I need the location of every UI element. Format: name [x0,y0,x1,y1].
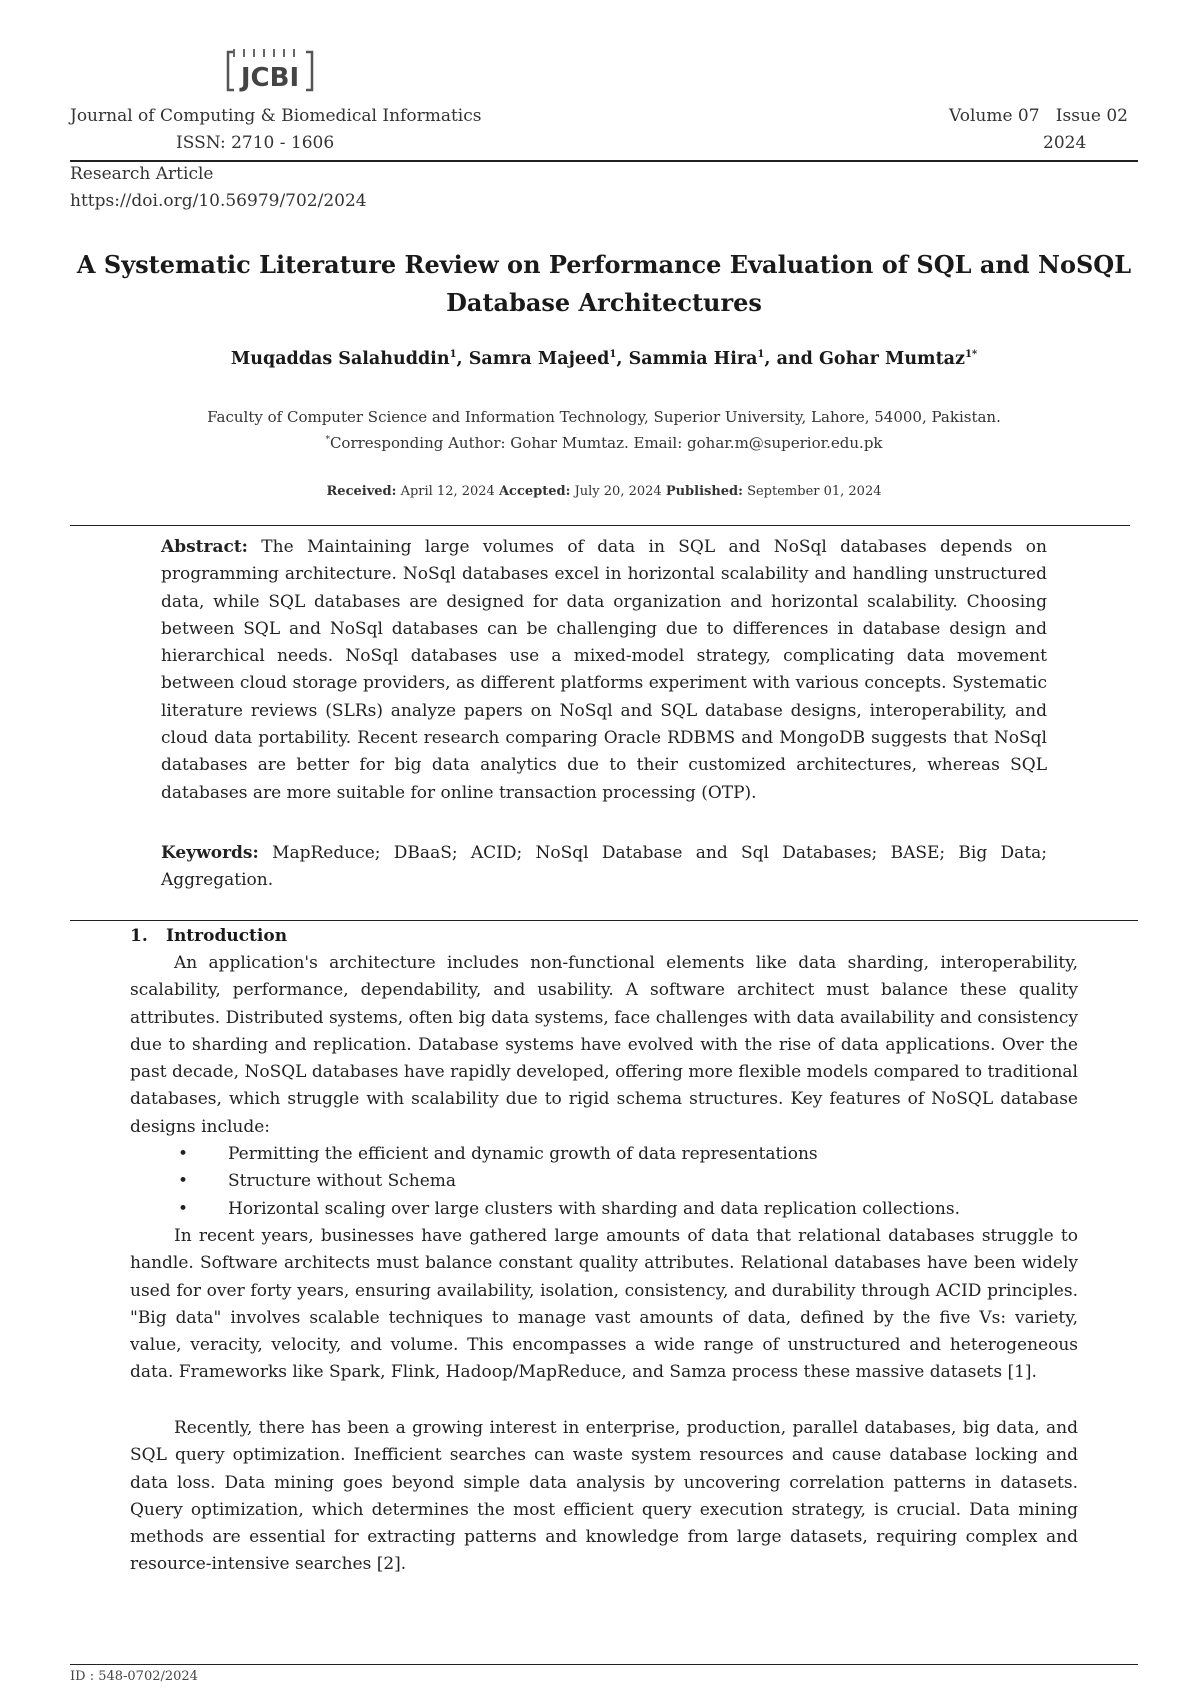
section-heading [130,923,287,949]
list-item [130,1168,1078,1195]
published-label: Published: [665,484,743,499]
article-type: Research Article [70,164,214,184]
corresponding-text: Corresponding Author: Gohar Mumtaz. Email: gohar.m@superior.edu.pk [329,434,883,452]
page-footer-id: ID : 548-0702/2024 [70,1669,198,1684]
abstract-label: Abstract: [161,537,248,557]
journal-logo [226,48,314,94]
published-date: September 01, 2024 [747,484,882,499]
author-list [70,346,1138,372]
received-date: April 12, 2024 [400,484,495,499]
corresponding-mark: * [325,435,330,445]
publication-dates [70,482,1138,502]
footer-rule [70,1664,1138,1665]
keywords [161,840,1047,894]
abstract-bottom-rule [70,920,1138,921]
received-label: Received: [326,484,397,499]
keywords-text: MapReduce; DBaaS; ACID; NoSql Database and Sql Databases; BASE; Big Data; Aggregation. [161,843,1048,890]
author-name: Gohar Mumtaz [818,349,965,369]
accepted-label: Accepted: [498,484,571,499]
feature-list [130,1141,1078,1223]
journal-name: Journal of Computing & Biomedical Informatics [70,106,482,126]
abstract-text: The Maintaining large volumes of data in SQL and NoSql databases depends on programming architecture. NoSql databases excel in horizontal scalability and handling unstructured data, while SQL databases are designed for data organization and horizontal scalability. Choosing between SQL and NoSql databases can be challenging due to differences in database design and hierarchical needs. NoSql databases use a mixed-model strategy, complicating data movement between cloud storage providers, as different platforms experiment with various concepts. Systematic literature reviews (SLRs) analyze papers on NoSql and SQL database designs, interoperability, and cloud data portability. Recent research comparing Oracle RDBMS and MongoDB suggests that NoSql databases are better for big data analytics due to their customized architectures, whereas SQL databases are more suitable for online transaction processing (OTP). [161,537,1047,803]
header-rule [70,160,1138,162]
journal-issn: ISSN: 2710 - 1606 [176,133,335,153]
bullet-icon: • [178,1198,189,1219]
author-name: Samra Majeed [468,349,610,369]
affiliation: Faculty of Computer Science and Information Technology, Superior University, Lahore, 54000, Pakistan. [207,408,1001,426]
bullet-icon: • [178,1144,189,1164]
author-mark: 1* [964,349,978,361]
intro-paragraph-3: Recently, there has been a growing interest in enterprise, production, parallel databases, big data, and SQL query optimization. Inefficient searches can waste system resources and cause database locking and data loss. Data mining goes beyond simple data analysis by uncovering correlation patterns in datasets. Query optimization, which determines the most efficient query execution strategy, is crucial. Data mining methods are essential for extracting patterns and knowledge from large datasets, requiring complex and resource-intensive searches [2]. [130,1418,1078,1575]
volume-issue [949,103,1128,129]
issue: Issue 02 [1055,106,1128,126]
intro-paragraph-1: An application's architecture includes non-functional elements like data sharding, interoperability, scalability, performance, dependability, and usability. A software architect must balance these quality attributes. Distributed systems, often big data systems, face challenges with data availability and consistency due to sharding and replication. Database systems have evolved with the rise of data applications. Over the past decade, NoSQL databases have rapidly developed, offering more flexible models compared to traditional databases, which struggle with scalability due to rigid schema structures. Key features of NoSQL database designs include: [130,953,1078,1137]
title-line-2: Database Architectures [446,288,762,317]
year: 2024 [1043,133,1087,153]
list-item [130,1141,1078,1168]
corresponding-author [70,432,1138,454]
author-mark: 1 [449,349,457,361]
list-item-text: Horizontal scaling over large clusters with sharding and data replication collections. [228,1198,960,1219]
volume: Volume 07 [949,106,1040,126]
intro-paragraph-2: In recent years, businesses have gathered large amounts of data that relational databases struggle to handle. Software architects must balance constant quality attributes. Relational databases have been widely used for over forty years, ensuring availability, isolation, consistency, and durability through ACID principles. "Big data" involves scalable techniques to manage vast amounts of data, defined by the five Vs: variety, value, veracity, velocity, and volume. This encompasses a wide range of unstructured and heterogeneous data. Frameworks like Spark, Flink, Hadoop/MapReduce, and Samza process these massive datasets [1]. [130,1226,1078,1383]
author-name: Muqaddas Salahuddin [230,349,450,369]
accepted-date: July 20, 2024 [574,484,662,499]
author-separator: , [616,349,629,369]
list-item-text: Structure without Schema [228,1171,457,1192]
title-line-1: A Systematic Literature Review on Performance Evaluation of SQL and NoSQL [76,250,1132,279]
author-separator: , [456,349,469,369]
logo-text: JCBI [240,63,300,93]
bullet-icon: • [178,1171,189,1192]
section-number: 1. [130,926,148,946]
list-item [130,1196,1078,1223]
author-mark: 1 [609,349,617,361]
abstract [161,534,1047,807]
abstract-top-rule [70,525,1130,526]
list-item-text: Permitting the efficient and dynamic growth of data representations [228,1144,818,1164]
author-mark: 1 [757,349,765,361]
author-separator: , and [764,349,819,369]
paper-title [70,246,1138,322]
author-name: Sammia Hira [628,349,758,369]
doi-link[interactable]: https://doi.org/10.56979/702/2024 [70,191,367,211]
jcbi-logo-icon [226,48,314,94]
section-title: Introduction [166,926,288,946]
keywords-label: Keywords: [161,843,259,863]
